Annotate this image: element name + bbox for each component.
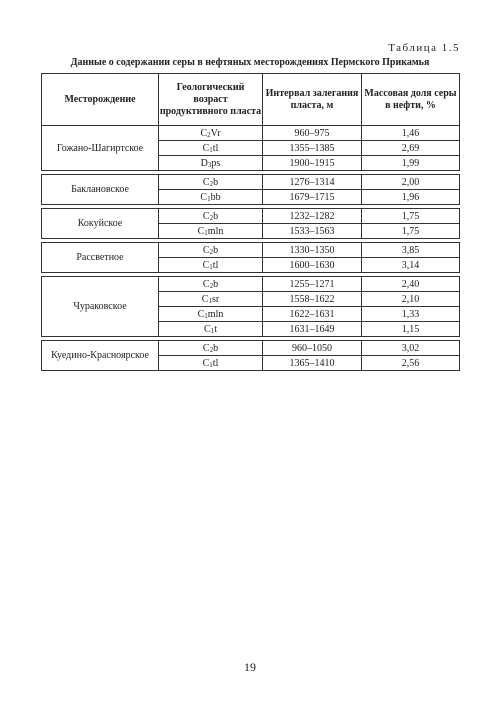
sulfur-cell: 2,00 — [362, 175, 460, 190]
age-base: C — [202, 244, 210, 256]
geological-age-cell — [159, 175, 263, 190]
header-age: Геологический возраст продуктивного пласта — [159, 74, 263, 126]
age-subscript: 2 — [207, 130, 211, 139]
age-stage: b — [213, 176, 219, 188]
table-title: Данные о содержании серы в нефтяных месторождениях Пермского Прикамья — [70, 57, 430, 68]
age-stage: Vr — [210, 127, 221, 139]
age-subscript: 3 — [207, 160, 212, 169]
interval-cell: 1255–1271 — [263, 277, 362, 292]
table-row — [42, 277, 460, 292]
table-row — [42, 341, 460, 356]
age-stage: tl — [212, 142, 219, 154]
sulfur-content-table — [41, 73, 460, 371]
age-base: C — [202, 342, 210, 354]
sulfur-cell: 1,46 — [362, 126, 460, 141]
sulfur-cell: 2,10 — [362, 292, 460, 307]
geological-age-cell — [159, 341, 263, 356]
sulfur-cell: 1,15 — [362, 322, 460, 337]
geological-age-cell — [159, 307, 263, 322]
age-subscript: 2 — [209, 179, 214, 188]
age-base: C — [202, 259, 210, 271]
header-field: Месторождение — [42, 74, 159, 126]
age-base: C — [202, 357, 210, 369]
age-stage: b — [213, 244, 219, 256]
geological-age-cell — [159, 141, 263, 156]
interval-cell: 1232–1282 — [263, 209, 362, 224]
geological-age-cell — [159, 356, 263, 371]
sulfur-cell: 1,75 — [362, 224, 460, 239]
sulfur-cell: 1,33 — [362, 307, 460, 322]
age-stage: t — [214, 323, 217, 335]
field-name-cell: Кокуйское — [42, 209, 159, 239]
table-row — [42, 175, 460, 190]
age-subscript: 1 — [208, 296, 212, 305]
age-base: D — [200, 157, 208, 169]
geological-age-cell — [159, 243, 263, 258]
table-number: Таблица 1.5 — [388, 42, 460, 54]
interval-cell: 960–975 — [263, 126, 362, 141]
interval-cell: 1533–1563 — [263, 224, 362, 239]
sulfur-cell: 1,99 — [362, 156, 460, 171]
age-stage: b — [213, 342, 219, 354]
age-base: C — [202, 278, 210, 290]
table-row — [42, 243, 460, 258]
age-stage: b — [213, 210, 219, 222]
field-name-cell: Куедино-Красноярское — [42, 341, 159, 371]
age-base: C — [197, 308, 205, 320]
table-body — [42, 126, 460, 371]
sulfur-cell: 2,40 — [362, 277, 460, 292]
age-stage: tl — [212, 259, 219, 271]
age-base: C — [202, 142, 210, 154]
interval-cell: 1900–1915 — [263, 156, 362, 171]
interval-cell: 960–1050 — [263, 341, 362, 356]
age-stage: mln — [207, 308, 224, 320]
age-subscript: 2 — [209, 281, 214, 290]
age-base: C — [201, 293, 209, 305]
age-stage: tl — [212, 357, 219, 369]
age-subscript: 1 — [204, 228, 208, 237]
age-subscript: 1 — [210, 326, 215, 335]
interval-cell: 1355–1385 — [263, 141, 362, 156]
geological-age-cell — [159, 258, 263, 273]
sulfur-cell: 1,96 — [362, 190, 460, 205]
age-base: C — [202, 176, 210, 188]
age-subscript: 2 — [209, 247, 214, 256]
age-subscript: 1 — [209, 262, 213, 271]
sulfur-cell: 2,69 — [362, 141, 460, 156]
geological-age-cell — [159, 126, 263, 141]
age-base: C — [197, 225, 205, 237]
sulfur-cell: 3,14 — [362, 258, 460, 273]
field-name-cell: Рассветное — [42, 243, 159, 273]
age-stage: ps — [211, 157, 221, 169]
interval-cell: 1276–1314 — [263, 175, 362, 190]
interval-cell: 1631–1649 — [263, 322, 362, 337]
table-row — [42, 126, 460, 141]
sulfur-cell: 1,75 — [362, 209, 460, 224]
table-row — [42, 209, 460, 224]
geological-age-cell — [159, 292, 263, 307]
field-name-cell: Гожано-Шагиртское — [42, 126, 159, 171]
age-base: C — [200, 191, 208, 203]
geological-age-cell — [159, 209, 263, 224]
age-base: C — [200, 127, 208, 139]
age-stage: sr — [211, 293, 220, 305]
geological-age-cell — [159, 190, 263, 205]
age-subscript: 2 — [209, 213, 214, 222]
header-sulfur: Массовая доля серы в нефти, % — [362, 74, 460, 126]
age-subscript: 1 — [204, 311, 208, 320]
age-stage: mln — [207, 225, 224, 237]
interval-cell: 1365–1410 — [263, 356, 362, 371]
geological-age-cell — [159, 322, 263, 337]
sulfur-cell: 2,56 — [362, 356, 460, 371]
interval-cell: 1558–1622 — [263, 292, 362, 307]
age-base: C — [202, 210, 210, 222]
age-subscript: 1 — [209, 360, 213, 369]
geological-age-cell — [159, 277, 263, 292]
age-stage: b — [213, 278, 219, 290]
interval-cell: 1679–1715 — [263, 190, 362, 205]
page-number: 19 — [244, 660, 256, 674]
field-name-cell: Баклановское — [42, 175, 159, 205]
field-name-cell: Чураковское — [42, 277, 159, 337]
age-subscript: 2 — [209, 345, 214, 354]
sulfur-cell: 3,02 — [362, 341, 460, 356]
geological-age-cell — [159, 156, 263, 171]
age-stage: bb — [210, 191, 221, 203]
age-base: C — [204, 323, 211, 335]
header-interval: Интервал залегания пласта, м — [263, 74, 362, 126]
interval-cell: 1622–1631 — [263, 307, 362, 322]
geological-age-cell — [159, 224, 263, 239]
header-row — [42, 74, 460, 126]
age-subscript: 1 — [209, 145, 213, 154]
interval-cell: 1330–1350 — [263, 243, 362, 258]
sulfur-cell: 3,85 — [362, 243, 460, 258]
age-subscript: 1 — [207, 194, 211, 203]
interval-cell: 1600–1630 — [263, 258, 362, 273]
